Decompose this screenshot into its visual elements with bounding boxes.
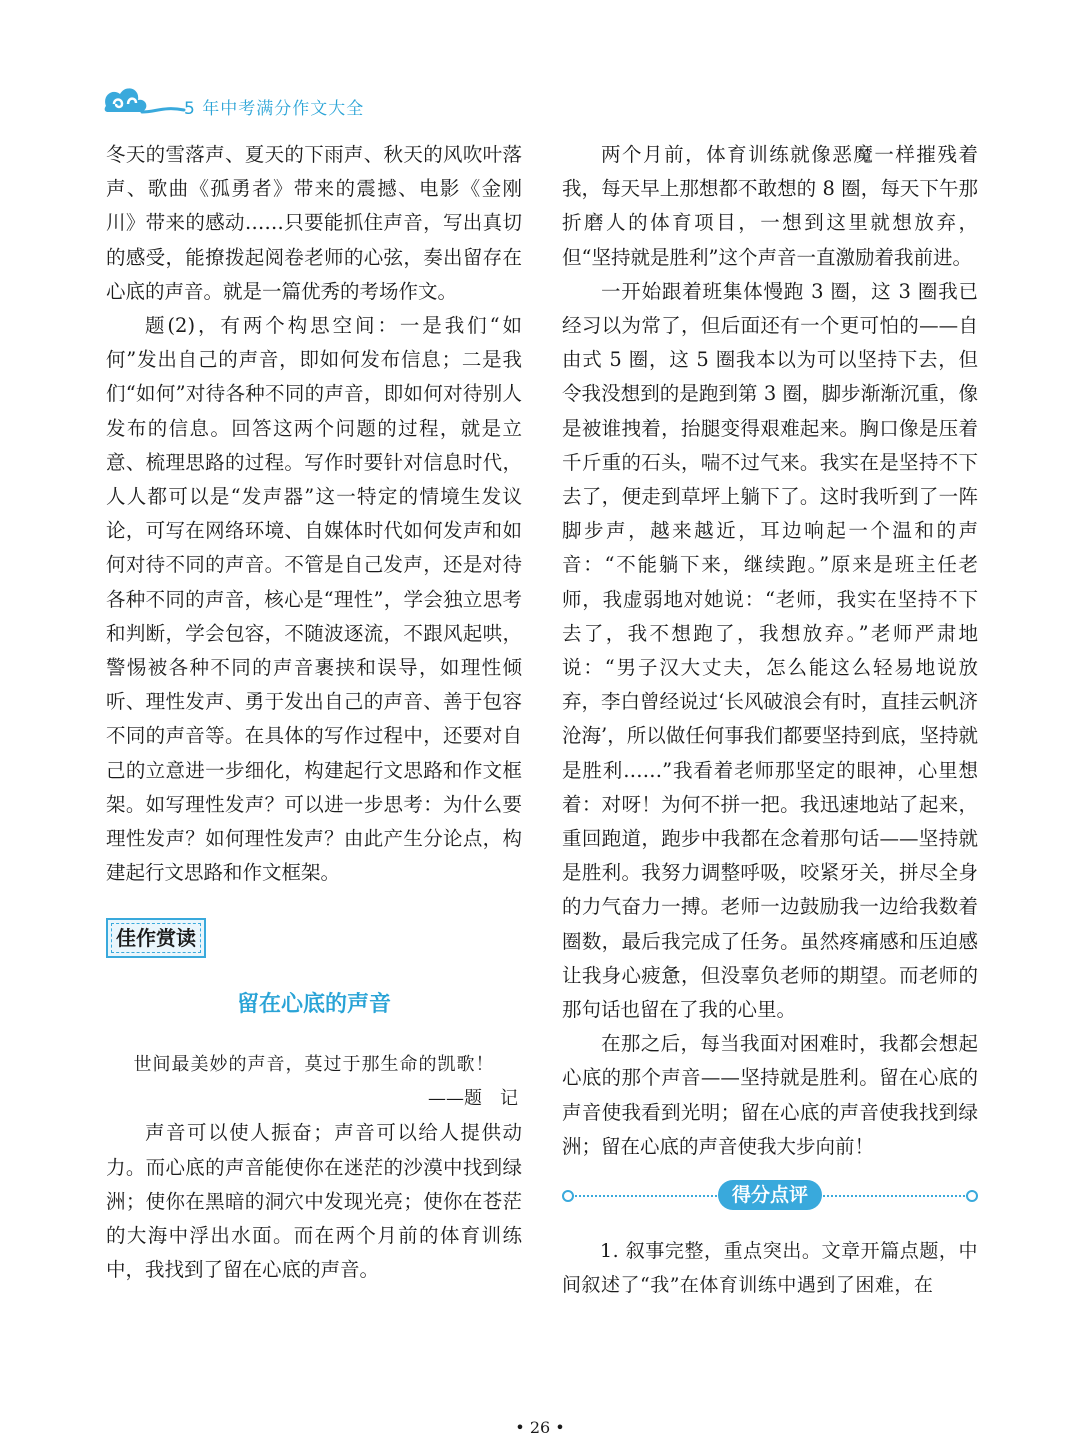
- paragraph: 冬天的雪落声、夏天的下雨声、秋天的风吹叶落声、歌曲《孤勇者》带来的震撼、电影《金刚川》带来的感动……只要能抓住声音，写出真切的感受，能撩拨起阅卷老师的心弦，奏出留存在心底的声音。就是一篇优秀的考场作文。: [106, 143, 522, 303]
- section-badge: 佳作赏读: [106, 918, 206, 958]
- paragraph: 题(2)，有两个构思空间：一是我们“如何”发出自己的声音，即如何发布信息；二是我们“如何”对待各种不同的声音，即如何对待别人发布的信息。回答这两个问题的过程，就是立意、梳理思路的过程。写作时要针对信息时代，人人都可以是“发声器”这一特定的情境生发议论，可写在网络环境、自媒体时代如何发声和如何对待不同的声音。不管是自己发声，还是对待各种不同的声音，核心是“理性”，学会独立思考和判断，学会包容，不随波逐流，不跟风起哄，警惕被各种不同的声音裹挟和误导，如理性倾听、理性发声、勇于发出自己的声音、善于包容不同的声音等。在具体的写作过程中，还要对自己的立意进一步细化，构建起行文思路和作文框架。如写理性发声？可以进一步思考：为什么要理性发声？如何理性发声？由此产生分论点，构建起行文思路和作文框架。: [106, 314, 522, 885]
- right-column: [562, 138, 978, 1302]
- left-column: [106, 138, 522, 1287]
- essay-paragraph: 在那之后，每当我面对困难时，我都会想起心底的那个声音——坚持就是胜利。留在心底的声音使我看到光明；留在心底的声音使我找到绿洲；留在心底的声音使我大步向前！: [562, 1032, 978, 1158]
- running-header: [98, 80, 518, 124]
- section-badge-wrap: [106, 918, 522, 962]
- essay-paragraph: 两个月前，体育训练就像恶魔一样摧残着我，每天早上那想都不敢想的 8 圈，每天下午那折磨人的体育项目，一想到这里就想放弃，但“坚持就是胜利”这个声音一直激励着我前进。: [562, 143, 978, 269]
- essay-title: 留在心底的声音: [236, 992, 391, 1018]
- epigraph-signature: ——题 记: [428, 1088, 518, 1110]
- divider-dot-icon: [966, 1190, 978, 1202]
- essay-paragraph: 声音可以使人振奋；声音可以给人提供动力。而心底的声音能使你在迷茫的沙漠中找到绿洲；使你在黑暗的洞穴中发现光亮；使你在苍茫的大海中浮出水面。而在两个月前的体育训练中，我找到了留在心底的声音。: [106, 1121, 522, 1282]
- cloud-swirl-icon: [98, 80, 188, 124]
- page-number: • 26 •: [515, 1418, 565, 1437]
- comment-label: 得分点评: [718, 1180, 822, 1210]
- epigraph: 世间最美妙的声音，莫过于那生命的凯歌！: [133, 1054, 495, 1076]
- comment-text: 1. 叙事完整，重点突出。文章开篇点题，中间叙述了“我”在体育训练中遇到了困难，在: [562, 1240, 978, 1297]
- essay-paragraph: 一开始跟着班集体慢跑 3 圈，这 3 圈我已经习以为常了，但后面还有一个更可怕的——自由式 5 圈，这 5 圈我本以为可以坚持下去，但令我没想到的是跑到第 3 圈，脚步渐渐沉重，像是被谁拽着，抬腿变得艰难起来。胸口像是压着千斤重的石头，喘不过气来。我实在是坚持不下去了，便走到草坪上躺下了。这时我听到了一阵脚步声，越来越近，耳边响起一个温和的声音：“不能躺下来，继续跑。”原来是班主任老师，我虚弱地对她说：“老师，我实在坚持不下去了，我不想跑了，我想放弃。”老师严肃地说：“男子汉大丈夫，怎么能这么轻易地说放弃，李白曾经说过‘长风破浪会有时，直挂云帆济沧海’，所以做任何事我们都要坚持到底，坚持就是胜利……”我看着老师那坚定的眼神，心里想着：对呀！为何不拼一把。我迅速地站了起来，重回跑道，跑步中我都在念着那句话——坚持就是胜利。我努力调整呼吸，咬紧牙关，拼尽全身的力气奋力一搏。老师一边鼓励我一边给我数着圈数，最后我完成了任务。虽然疼痛感和压迫感让我身心疲惫，但没辜负老师的期望。而老师的那句话也留在了我的心里。: [562, 279, 978, 1022]
- divider-dot-icon: [562, 1190, 574, 1202]
- comment-divider: [562, 1178, 978, 1214]
- book-title: 5 年中考满分作文大全: [184, 99, 365, 119]
